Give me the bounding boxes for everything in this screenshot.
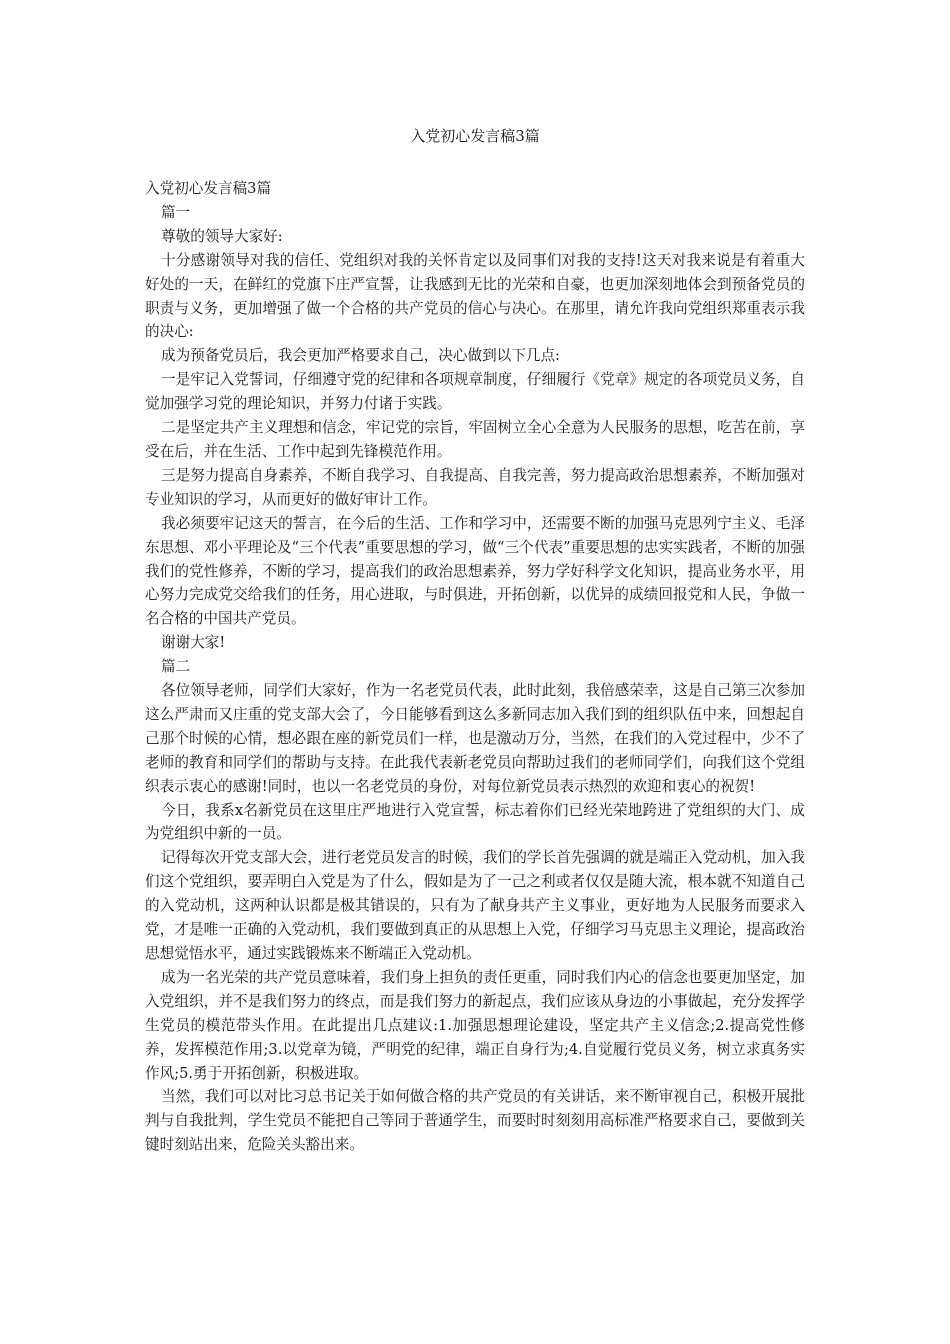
document-body: [145, 177, 805, 1157]
section-heading-2: 篇二: [161, 658, 191, 676]
paragraph: 各位领导老师，同学们大家好，作为一名老党员代表，此时此刻，我倍感荣幸，这是自己第三次参加这么严肃而又庄重的党支部大会了，今日能够看到这么多新同志加入我们到的组织队伍中来，回想起自己那个时候的心情，想必跟在座的新党员们一样，也是激动万分，当然，在我们的入党过程中，少不了老师的教育和同学们的帮助与支持。在此我代表新老党员向帮助过我们的老师同学们，向我们这个党组织表示衷心的感谢!同时，也以一名老党员的身份，对每位新党员表示热烈的欢迎和衷心的祝贺!: [145, 682, 805, 795]
paragraph: 一是牢记入党誓词，仔细遵守党的纪律和各项规章制度，仔细履行《党章》规定的各项党员义务，自觉加强学习党的理论知识，并努力付诸于实践。: [145, 371, 805, 413]
paragraph: 成为预备党员后，我会更加严格要求自己，决心做到以下几点:: [161, 347, 560, 365]
document-subtitle: 入党初心发言稿3篇: [145, 180, 272, 197]
paragraph: 记得每次开党支部大会，进行老党员发言的时候，我们的学长首先强调的就是端正入党动机，加入我们这个党组织，要弄明白入党是为了什么，假如是为了一己之利或者仅仅是随大流，根本就不知道自己的入党动机，这两种认识都是极其错误的，只有为了献身共产主义事业，更好地为人民服务而要求入党，才是唯一正确的入党动机，我们要做到真正的从思想上入党，仔细学习马克思主义理论，提高政治思想觉悟水平，通过实践锻炼来不断端正入党动机。: [145, 849, 805, 962]
paragraph: 成为一名光荣的共产党员意味着，我们身上担负的责任更重，同时我们内心的信念也要更加坚定，加入党组织，并不是我们努力的终点，而是我们努力的新起点，我们应该从身边的小事做起，充分发挥学生党员的模范带头作用。在此提出几点建议:1.加强思想理论建设，坚定共产主义信念;2.提高党性修养，发挥模范作用;3.以党章为镜，严明党的纪律，端正自身行为;4.自觉履行党员义务，树立求真务实作风;5.勇于开拓创新，积极进取。: [145, 968, 805, 1082]
paragraph: 当然，我们可以对比习总书记关于如何做合格的共产党员的有关讲话，来不断审视自己，积极开展批判与自我批判，学生党员不能把自己等同于普通学生，而要时时刻刻用高标准严格要求自己，要做到关键时刻站出来，危险关头豁出来。: [145, 1088, 805, 1154]
paragraph: 我必须要牢记这天的誓言，在今后的生活、工作和学习中，还需要不断的加强马克思列宁主义、毛泽东思想、邓小平理论及“三个代表”重要思想的学习，做“三个代表”重要思想的忠实实践者，不断的加强我们的党性修养，不断的学习，提高我们的政治思想素养，努力学好科学文化知识，提高业务水平，用心努力完成党交给我们的任务，用心进取，与时俱进，开拓创新，以优异的成绩回报党和人民，争做一名合格的中国共产党员。: [145, 514, 805, 628]
page-title: 入党初心发言稿3篇: [410, 127, 540, 145]
paragraph: 二是坚定共产主义理想和信念，牢记党的宗旨，牢固树立全心全意为人民服务的思想，吃苦在前，享受在后，并在生活、工作中起到先锋模范作用。: [145, 419, 805, 460]
salutation: 尊敬的领导大家好:: [161, 227, 283, 245]
paragraph: 三是努力提高自身素养，不断自我学习、自我提高、自我完善，努力提高政治思想素养，不断加强对专业知识的学习，从而更好的做好审计工作。: [145, 466, 805, 508]
paragraph: 今日，我系x名新党员在这里庄严地进行入党宣誓，标志着你们已经光荣地跨进了党组织的大门、成为党组织中新的一员。: [145, 801, 805, 843]
paragraph: 十分感谢领导对我的信任、党组织对我的关怀肯定以及同事们对我的支持!这天对我来说是有着重大好处的一天，在鲜红的党旗下庄严宣誓，让我感到无比的光荣和自豪，也更加深刻地体会到预备党员的职责与义务，更加增强了做一个合格的共产党员的信心与决心。在那里，请允许我向党组织郑重表示我的决心:: [145, 251, 805, 341]
section-heading-1: 篇一: [161, 203, 191, 221]
closing: 谢谢大家!: [161, 634, 226, 652]
